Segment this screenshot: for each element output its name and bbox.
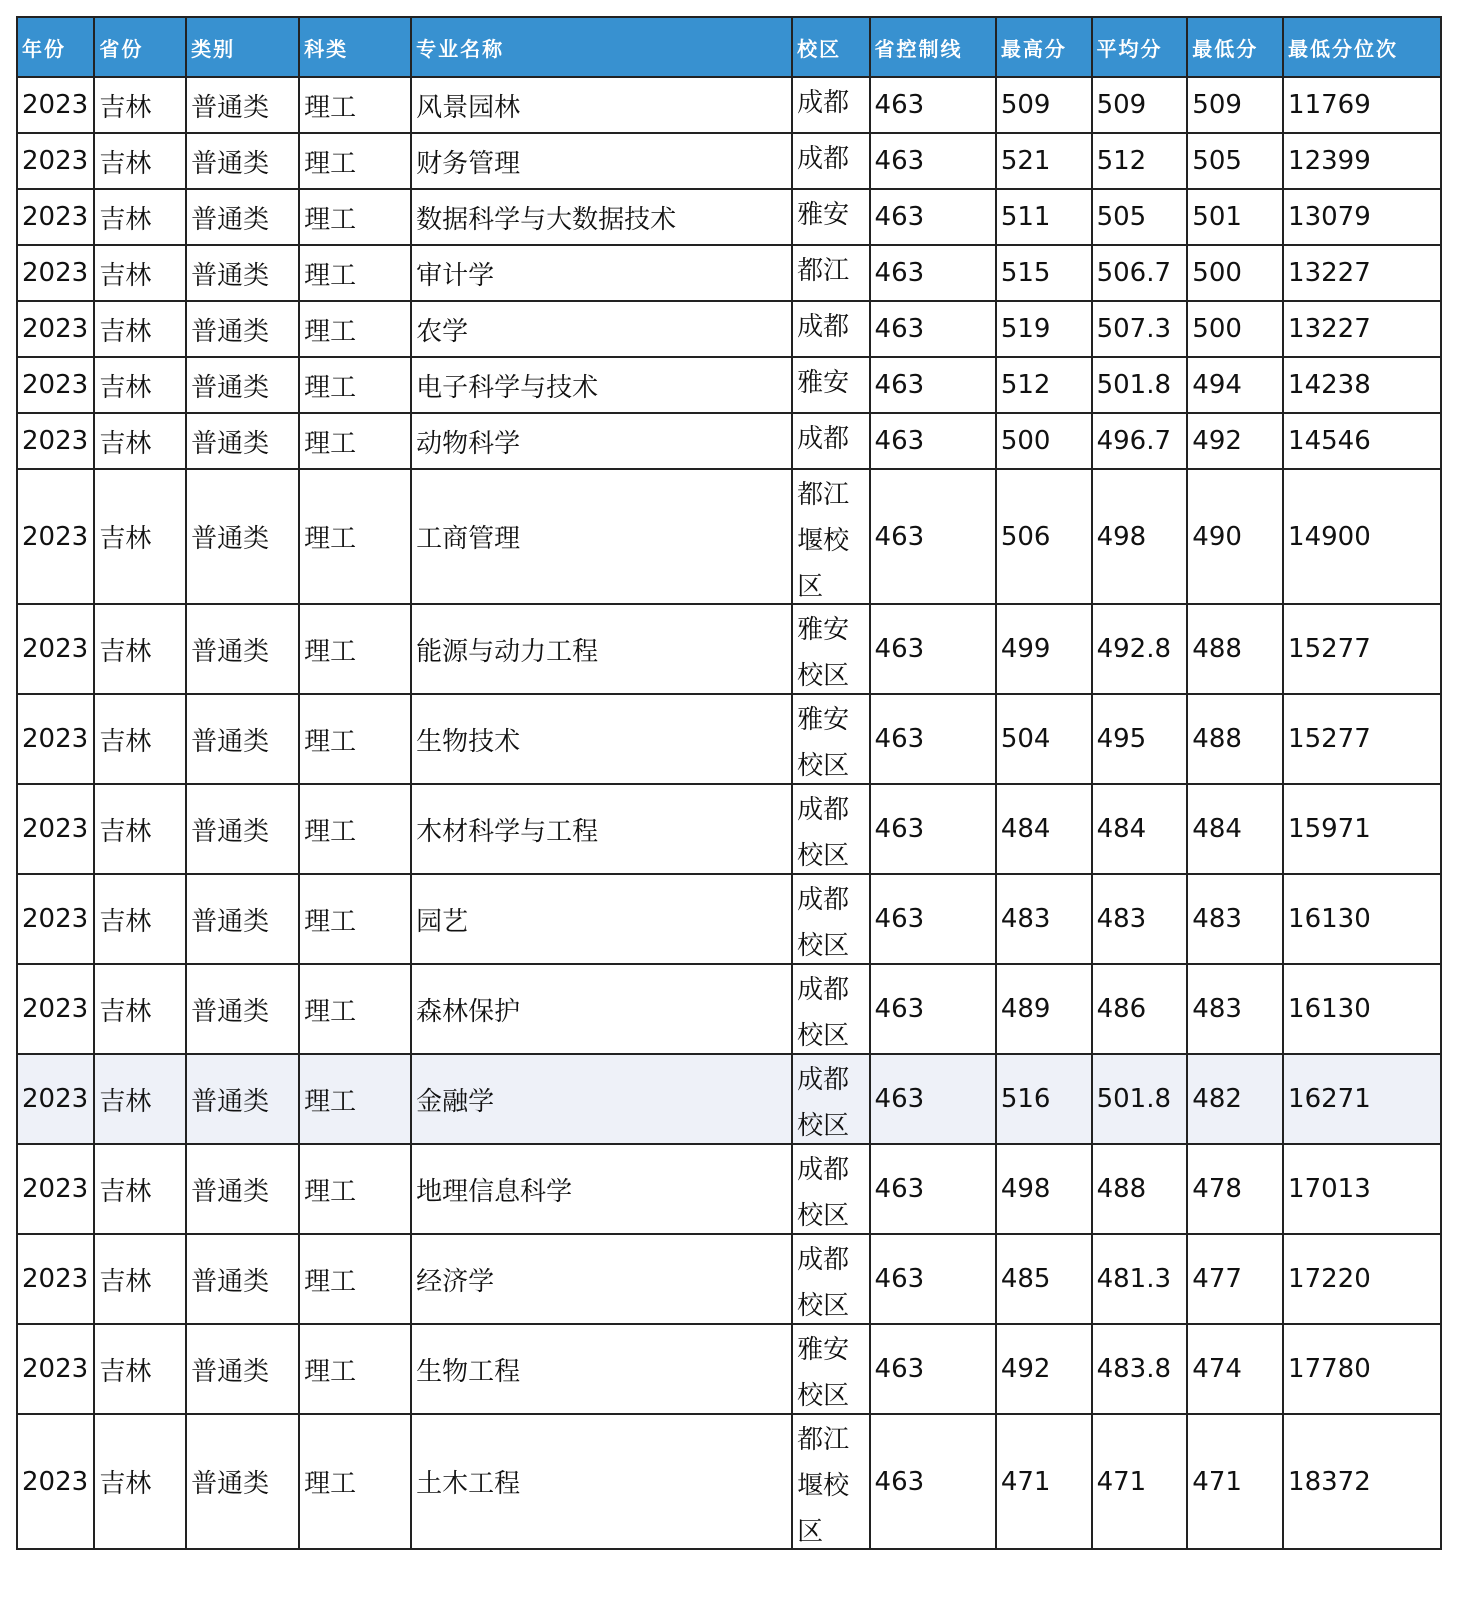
cell-campus: [792, 77, 869, 133]
cell-min-score: 509: [1187, 77, 1283, 133]
cell-avg-score: 506.7: [1092, 245, 1188, 301]
cell-control-line: 463: [870, 694, 996, 784]
cell-campus: [792, 413, 869, 469]
cell-province: 吉林: [94, 301, 186, 357]
cell-subject: 理工: [299, 77, 411, 133]
cell-subject: 理工: [299, 874, 411, 964]
cell-year: 2023: [17, 1234, 94, 1324]
campus-text: 都江堰校区: [797, 1425, 850, 1546]
campus-text: 成都校区: [797, 1155, 850, 1231]
table-body: [17, 77, 1441, 1549]
cell-control-line: 463: [870, 1234, 996, 1324]
cell-year: 2023: [17, 694, 94, 784]
cell-campus: [792, 301, 869, 357]
cell-subject: 理工: [299, 1234, 411, 1324]
cell-min-score: 482: [1187, 1054, 1283, 1144]
cell-max-score: 485: [996, 1234, 1092, 1324]
header-province: 省份: [94, 17, 186, 77]
cell-category: 普通类: [186, 874, 299, 964]
cell-avg-score: 512: [1092, 133, 1188, 189]
cell-campus: [792, 964, 869, 1054]
cell-province: 吉林: [94, 1414, 186, 1549]
cell-control-line: 463: [870, 77, 996, 133]
cell-avg-score: 488: [1092, 1144, 1188, 1234]
cell-min-score: 474: [1187, 1324, 1283, 1414]
cell-min-score: 490: [1187, 469, 1283, 604]
cell-min-score: 492: [1187, 413, 1283, 469]
cell-min-rank: 11769: [1283, 77, 1441, 133]
cell-min-rank: 15277: [1283, 604, 1441, 694]
header-max-score: 最高分: [996, 17, 1092, 77]
cell-category: 普通类: [186, 301, 299, 357]
cell-year: 2023: [17, 1324, 94, 1414]
cell-major: 工商管理: [411, 469, 792, 604]
cell-avg-score: 483: [1092, 874, 1188, 964]
cell-max-score: 515: [996, 245, 1092, 301]
cell-year: 2023: [17, 874, 94, 964]
header-major: 专业名称: [411, 17, 792, 77]
cell-province: 吉林: [94, 469, 186, 604]
cell-campus: [792, 1234, 869, 1324]
table-row: [17, 189, 1441, 245]
cell-category: 普通类: [186, 964, 299, 1054]
cell-min-rank: 13227: [1283, 301, 1441, 357]
cell-campus: [792, 784, 869, 874]
cell-avg-score: 509: [1092, 77, 1188, 133]
table-row: [17, 964, 1441, 1054]
cell-subject: 理工: [299, 784, 411, 874]
cell-max-score: 504: [996, 694, 1092, 784]
table-row: [17, 133, 1441, 189]
cell-major: 森林保护: [411, 964, 792, 1054]
table-row: [17, 357, 1441, 413]
cell-min-rank: 16130: [1283, 964, 1441, 1054]
campus-text: 都江: [797, 256, 850, 286]
table-row: [17, 1054, 1441, 1144]
cell-max-score: 498: [996, 1144, 1092, 1234]
header-avg-score: 平均分: [1092, 17, 1188, 77]
header-subject: 科类: [299, 17, 411, 77]
cell-year: 2023: [17, 77, 94, 133]
cell-avg-score: 507.3: [1092, 301, 1188, 357]
cell-major: 风景园林: [411, 77, 792, 133]
cell-min-score: 488: [1187, 604, 1283, 694]
cell-province: 吉林: [94, 245, 186, 301]
cell-year: 2023: [17, 1054, 94, 1144]
cell-province: 吉林: [94, 189, 186, 245]
cell-avg-score: 501.8: [1092, 1054, 1188, 1144]
cell-control-line: 463: [870, 1414, 996, 1549]
header-min-score: 最低分: [1187, 17, 1283, 77]
cell-max-score: 521: [996, 133, 1092, 189]
cell-min-score: 500: [1187, 245, 1283, 301]
table-row: [17, 1414, 1441, 1549]
header-category: 类别: [186, 17, 299, 77]
cell-category: 普通类: [186, 469, 299, 604]
cell-min-rank: 17013: [1283, 1144, 1441, 1234]
cell-subject: 理工: [299, 1414, 411, 1549]
cell-min-rank: 12399: [1283, 133, 1441, 189]
cell-major: 审计学: [411, 245, 792, 301]
cell-year: 2023: [17, 245, 94, 301]
cell-category: 普通类: [186, 1144, 299, 1234]
cell-category: 普通类: [186, 1054, 299, 1144]
cell-major: 木材科学与工程: [411, 784, 792, 874]
header-min-rank: 最低分位次: [1283, 17, 1441, 77]
cell-control-line: 463: [870, 1144, 996, 1234]
cell-min-rank: 14238: [1283, 357, 1441, 413]
cell-campus: [792, 189, 869, 245]
cell-max-score: 489: [996, 964, 1092, 1054]
cell-control-line: 463: [870, 301, 996, 357]
table-row: [17, 413, 1441, 469]
cell-major: 动物科学: [411, 413, 792, 469]
cell-year: 2023: [17, 784, 94, 874]
header-row: [17, 17, 1441, 77]
cell-year: 2023: [17, 604, 94, 694]
cell-control-line: 463: [870, 874, 996, 964]
cell-subject: 理工: [299, 357, 411, 413]
cell-category: 普通类: [186, 245, 299, 301]
cell-subject: 理工: [299, 189, 411, 245]
cell-campus: [792, 469, 869, 604]
cell-campus: [792, 1054, 869, 1144]
cell-max-score: 500: [996, 413, 1092, 469]
cell-avg-score: 471: [1092, 1414, 1188, 1549]
cell-category: 普通类: [186, 1414, 299, 1549]
cell-max-score: 511: [996, 189, 1092, 245]
cell-campus: [792, 357, 869, 413]
cell-control-line: 463: [870, 469, 996, 604]
cell-min-score: 484: [1187, 784, 1283, 874]
campus-text: 成都: [797, 88, 850, 118]
cell-province: 吉林: [94, 413, 186, 469]
cell-control-line: 463: [870, 964, 996, 1054]
cell-province: 吉林: [94, 1234, 186, 1324]
cell-category: 普通类: [186, 133, 299, 189]
cell-category: 普通类: [186, 1324, 299, 1414]
cell-avg-score: 486: [1092, 964, 1188, 1054]
cell-campus: [792, 1324, 869, 1414]
cell-max-score: 492: [996, 1324, 1092, 1414]
cell-category: 普通类: [186, 189, 299, 245]
cell-avg-score: 505: [1092, 189, 1188, 245]
cell-max-score: 471: [996, 1414, 1092, 1549]
cell-major: 能源与动力工程: [411, 604, 792, 694]
cell-major: 电子科学与技术: [411, 357, 792, 413]
cell-year: 2023: [17, 413, 94, 469]
cell-major: 数据科学与大数据技术: [411, 189, 792, 245]
header-campus: 校区: [792, 17, 869, 77]
cell-min-score: 483: [1187, 964, 1283, 1054]
cell-year: 2023: [17, 1144, 94, 1234]
cell-min-rank: 18372: [1283, 1414, 1441, 1549]
cell-category: 普通类: [186, 77, 299, 133]
cell-max-score: 516: [996, 1054, 1092, 1144]
cell-major: 地理信息科学: [411, 1144, 792, 1234]
cell-year: 2023: [17, 357, 94, 413]
cell-subject: 理工: [299, 1144, 411, 1234]
campus-text: 雅安: [797, 368, 850, 398]
cell-major: 土木工程: [411, 1414, 792, 1549]
cell-year: 2023: [17, 1414, 94, 1549]
cell-campus: [792, 245, 869, 301]
cell-avg-score: 483.8: [1092, 1324, 1188, 1414]
cell-control-line: 463: [870, 604, 996, 694]
cell-major: 生物技术: [411, 694, 792, 784]
cell-control-line: 463: [870, 189, 996, 245]
cell-min-rank: 13227: [1283, 245, 1441, 301]
cell-province: 吉林: [94, 604, 186, 694]
cell-max-score: 506: [996, 469, 1092, 604]
cell-year: 2023: [17, 189, 94, 245]
cell-control-line: 463: [870, 357, 996, 413]
cell-campus: [792, 694, 869, 784]
cell-category: 普通类: [186, 357, 299, 413]
campus-text: 都江堰校区: [797, 480, 850, 601]
header-control-line: 省控制线: [870, 17, 996, 77]
table-row: [17, 301, 1441, 357]
cell-campus: [792, 874, 869, 964]
cell-min-score: 505: [1187, 133, 1283, 189]
cell-province: 吉林: [94, 964, 186, 1054]
campus-text: 成都校区: [797, 885, 850, 961]
cell-max-score: 519: [996, 301, 1092, 357]
campus-text: 雅安校区: [797, 615, 850, 691]
cell-subject: 理工: [299, 964, 411, 1054]
cell-control-line: 463: [870, 1324, 996, 1414]
cell-min-rank: 17220: [1283, 1234, 1441, 1324]
cell-min-rank: 16271: [1283, 1054, 1441, 1144]
cell-major: 财务管理: [411, 133, 792, 189]
table-row: [17, 784, 1441, 874]
campus-text: 成都校区: [797, 1245, 850, 1321]
cell-major: 经济学: [411, 1234, 792, 1324]
table-row: [17, 874, 1441, 964]
table-row: [17, 469, 1441, 604]
table-row: [17, 604, 1441, 694]
table-row: [17, 1234, 1441, 1324]
cell-avg-score: 492.8: [1092, 604, 1188, 694]
cell-avg-score: 495: [1092, 694, 1188, 784]
cell-min-rank: 17780: [1283, 1324, 1441, 1414]
cell-min-rank: 15277: [1283, 694, 1441, 784]
cell-avg-score: 496.7: [1092, 413, 1188, 469]
cell-subject: 理工: [299, 469, 411, 604]
cell-subject: 理工: [299, 301, 411, 357]
cell-year: 2023: [17, 469, 94, 604]
cell-category: 普通类: [186, 604, 299, 694]
cell-year: 2023: [17, 133, 94, 189]
cell-subject: 理工: [299, 245, 411, 301]
cell-province: 吉林: [94, 133, 186, 189]
cell-min-rank: 13079: [1283, 189, 1441, 245]
cell-major: 农学: [411, 301, 792, 357]
cell-category: 普通类: [186, 784, 299, 874]
cell-avg-score: 481.3: [1092, 1234, 1188, 1324]
campus-text: 雅安校区: [797, 1335, 850, 1411]
cell-province: 吉林: [94, 874, 186, 964]
cell-min-score: 483: [1187, 874, 1283, 964]
cell-year: 2023: [17, 301, 94, 357]
header-year: 年份: [17, 17, 94, 77]
campus-text: 雅安校区: [797, 705, 850, 781]
table-row: [17, 245, 1441, 301]
cell-min-rank: 14546: [1283, 413, 1441, 469]
cell-province: 吉林: [94, 77, 186, 133]
cell-min-score: 471: [1187, 1414, 1283, 1549]
cell-subject: 理工: [299, 694, 411, 784]
cell-avg-score: 501.8: [1092, 357, 1188, 413]
campus-text: 成都: [797, 312, 850, 342]
table-row: [17, 1144, 1441, 1234]
cell-avg-score: 484: [1092, 784, 1188, 874]
cell-province: 吉林: [94, 694, 186, 784]
cell-max-score: 512: [996, 357, 1092, 413]
cell-max-score: 499: [996, 604, 1092, 694]
cell-control-line: 463: [870, 784, 996, 874]
cell-min-score: 494: [1187, 357, 1283, 413]
cell-province: 吉林: [94, 1054, 186, 1144]
cell-category: 普通类: [186, 694, 299, 784]
cell-category: 普通类: [186, 1234, 299, 1324]
campus-text: 成都: [797, 424, 850, 454]
campus-text: 雅安: [797, 200, 850, 230]
cell-campus: [792, 1144, 869, 1234]
cell-control-line: 463: [870, 133, 996, 189]
campus-text: 成都: [797, 144, 850, 174]
cell-major: 生物工程: [411, 1324, 792, 1414]
cell-campus: [792, 133, 869, 189]
cell-min-score: 478: [1187, 1144, 1283, 1234]
cell-province: 吉林: [94, 1144, 186, 1234]
cell-max-score: 484: [996, 784, 1092, 874]
cell-control-line: 463: [870, 245, 996, 301]
campus-text: 成都校区: [797, 975, 850, 1051]
cell-min-score: 477: [1187, 1234, 1283, 1324]
cell-subject: 理工: [299, 1324, 411, 1414]
cell-max-score: 509: [996, 77, 1092, 133]
cell-min-score: 488: [1187, 694, 1283, 784]
table-row: [17, 1324, 1441, 1414]
cell-major: 金融学: [411, 1054, 792, 1144]
table-row: [17, 694, 1441, 784]
cell-avg-score: 498: [1092, 469, 1188, 604]
cell-min-rank: 16130: [1283, 874, 1441, 964]
cell-subject: 理工: [299, 133, 411, 189]
cell-year: 2023: [17, 964, 94, 1054]
cell-province: 吉林: [94, 357, 186, 413]
cell-control-line: 463: [870, 413, 996, 469]
cell-min-rank: 14900: [1283, 469, 1441, 604]
cell-province: 吉林: [94, 784, 186, 874]
cell-campus: [792, 1414, 869, 1549]
cell-subject: 理工: [299, 413, 411, 469]
table-row: [17, 77, 1441, 133]
cell-min-score: 500: [1187, 301, 1283, 357]
campus-text: 成都校区: [797, 795, 850, 871]
cell-subject: 理工: [299, 1054, 411, 1144]
campus-text: 成都校区: [797, 1065, 850, 1141]
cell-min-score: 501: [1187, 189, 1283, 245]
cell-major: 园艺: [411, 874, 792, 964]
cell-province: 吉林: [94, 1324, 186, 1414]
cell-category: 普通类: [186, 413, 299, 469]
cell-campus: [792, 604, 869, 694]
admission-score-table: [16, 16, 1442, 1550]
cell-subject: 理工: [299, 604, 411, 694]
cell-min-rank: 15971: [1283, 784, 1441, 874]
cell-max-score: 483: [996, 874, 1092, 964]
cell-control-line: 463: [870, 1054, 996, 1144]
